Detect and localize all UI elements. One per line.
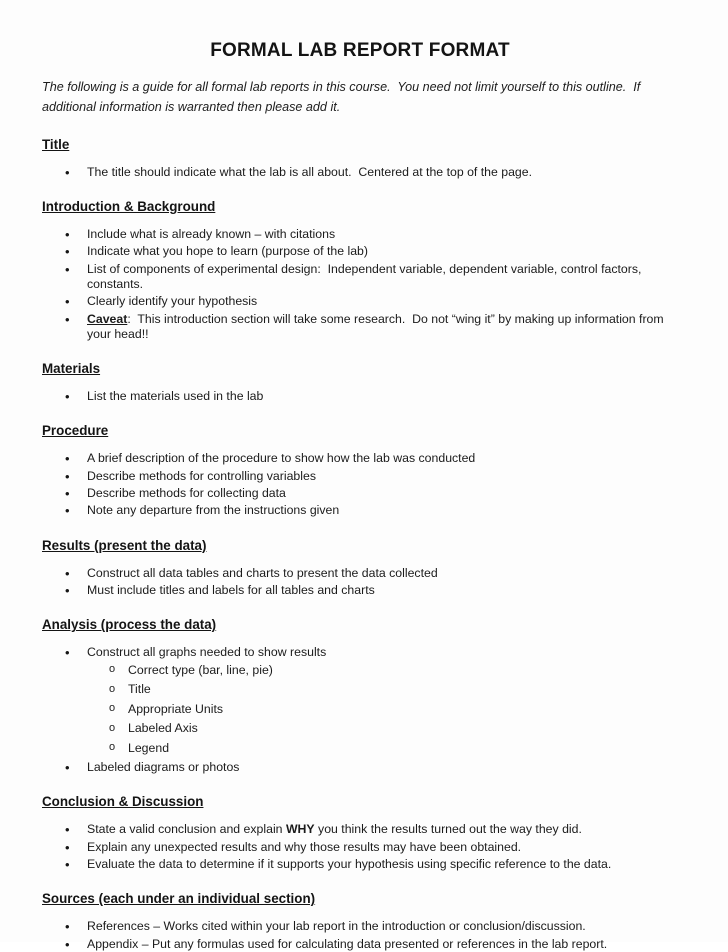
section-heading: Materials (42, 361, 101, 377)
intro-paragraph: The following is a guide for all formal lab reports in this course. You need not limit yourself to this outline. If additional information is warranted then please add it. (42, 80, 644, 114)
section-heading: Procedure (42, 423, 109, 439)
bullet-item: • Construct all data tables and charts to present the data collected (42, 566, 678, 581)
bullet-item: • Describe methods for controlling variables (42, 469, 678, 484)
section-analysis (42, 617, 678, 775)
bullet-item-caveat: • Caveat: This introduction section will take some research. Do not “wing it” by making up information from your head!! (42, 312, 678, 343)
sub-bullet-item: o Title (42, 682, 678, 697)
section-heading: Results (present the data) (42, 537, 207, 553)
bullet-item: • References – Works cited within your lab report in the introduction or conclusion/discussion. (42, 919, 678, 934)
section-results (42, 538, 678, 599)
section-conclusion-discussion (42, 794, 678, 872)
bullet-item: • A brief description of the procedure to show how the lab was conducted (42, 451, 678, 466)
section-heading: Title (42, 136, 70, 152)
sub-bullet-item: o Appropriate Units (42, 702, 678, 717)
section-introduction-background (42, 199, 678, 342)
sub-bullet-list (42, 663, 678, 756)
section-materials (42, 361, 678, 404)
section-title (42, 137, 678, 180)
bullet-item: • Clearly identify your hypothesis (42, 294, 678, 309)
bullet-item-why: • State a valid conclusion and explain WHY you think the results turned out the way they did. (42, 822, 678, 837)
why-emphasis: WHY (285, 822, 315, 837)
bullet-item: • The title should indicate what the lab is all about. Centered at the top of the page. (42, 165, 678, 180)
sub-bullet-item: o Correct type (bar, line, pie) (42, 663, 678, 678)
section-procedure (42, 423, 678, 518)
bullet-item: • Construct all graphs needed to show results (42, 645, 678, 660)
caveat-label: Caveat (87, 311, 128, 326)
bullet-item: • Explain any unexpected results and why those results may have been obtained. (42, 840, 678, 855)
bullet-item: • Appendix – Put any formulas used for calculating data presented or references in the lab report. (42, 937, 678, 952)
bullet-item: • Evaluate the data to determine if it supports your hypothesis using specific reference to the data. (42, 857, 678, 872)
page-title: FORMAL LAB REPORT FORMAT (210, 40, 510, 61)
section-sources (42, 891, 678, 952)
sub-bullet-item: o Labeled Axis (42, 721, 678, 736)
section-heading: Conclusion & Discussion (42, 794, 204, 810)
section-heading: Introduction & Background (42, 199, 216, 215)
bullet-item: • Note any departure from the instructions given (42, 503, 678, 518)
bullet-item: • Describe methods for collecting data (42, 486, 678, 501)
section-heading: Sources (each under an individual section) (42, 891, 316, 907)
section-heading: Analysis (process the data) (42, 617, 217, 633)
sub-bullet-item: o Legend (42, 741, 678, 756)
bullet-item: • Include what is already known – with citations (42, 227, 678, 242)
bullet-item: • Must include titles and labels for all tables and charts (42, 583, 678, 598)
bullet-item: • List of components of experimental design: Independent variable, dependent variable, control factors, constants. (42, 262, 678, 293)
bullet-item: • Indicate what you hope to learn (purpose of the lab) (42, 244, 678, 259)
bullet-item: • List the materials used in the lab (42, 389, 678, 404)
bullet-item: • Labeled diagrams or photos (42, 760, 678, 775)
